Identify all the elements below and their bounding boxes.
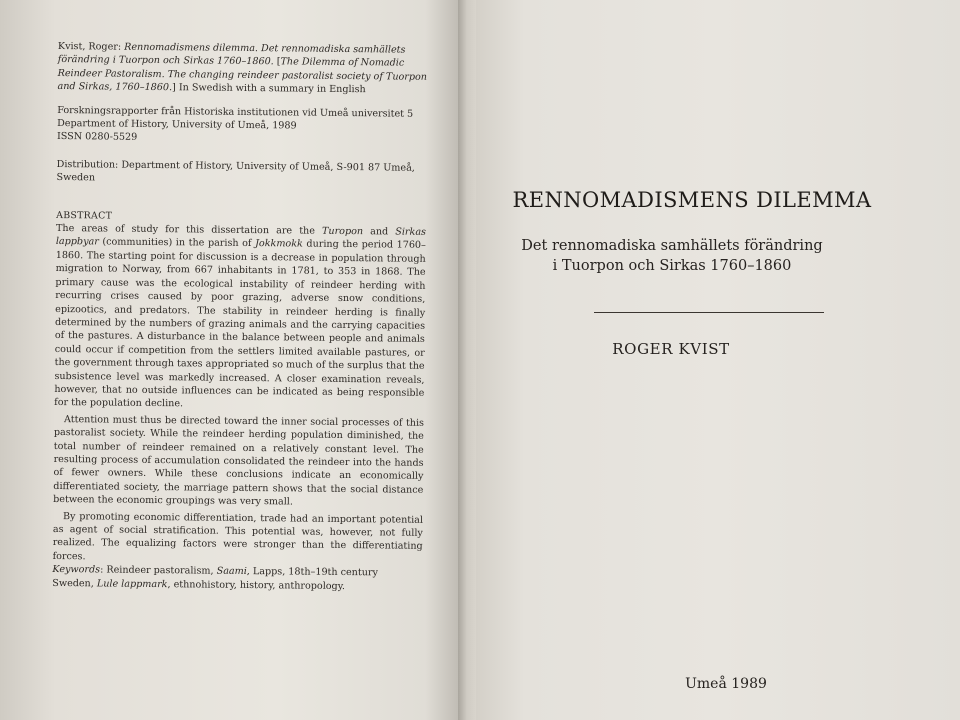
citation-bracket-open: [ — [273, 56, 281, 68]
abstract-text: and — [363, 226, 396, 238]
subtitle-line-1: Det rennomadiska samhällets förändring — [521, 238, 823, 254]
copyright-page-content — [52, 40, 428, 594]
citation-author: Kvist, Roger: — [57, 40, 125, 53]
book-title: RENNOMADISMENS DILEMMA — [512, 188, 872, 212]
abstract-paragraph-2: Attention must thus be directed toward the inner social processes of this pastoralist society. While the reindeer herding population diminished, the total number of reindeer remained on a relatively constant level. The resulting process of accumulation consolidated the reindeer into the hands of fewer owners. While these conclusions indicate an economically differentiated society, the marriage pattern shows that the social distance between the economic groupings was very small. — [53, 413, 425, 508]
bibliographic-citation — [57, 40, 428, 97]
issn-line: ISSN 0280-5529 — [56, 131, 138, 144]
abstract-text: during the period 1760–1860. The starting point for discussion is a decrease in population through migration to Norway, from 667 inhabitants in 1781, to 353 in 1868. The primary cause was the ecological instability of reindeer herding with recurring crises caused by poor grazing, adverse snow conditions, epizootics, and predators. The stability in reindeer herding is finally determined by the numbers of grazing animals and the carrying capacities of the pastures. A disturbance in the balance between people and animals could occur if competition from the settlers limited available pastures, or the government through taxes appropriated so much of the surplus that the subsistence level was markedly increased. A closer examination reveals, however, that no outside influences can be indicated as being responsible for the population decline. — [54, 239, 426, 410]
abstract-paragraph-3: By promoting economic differentiation, trade had an important potential as agent of social stratification. This potential was, however, not fully realized. The equalizing factors were stronger than the differentiating forces. — [52, 510, 424, 563]
distribution-line: Distribution: Department of History, University of Umeå, S-901 87 Umeå, Sweden — [56, 158, 415, 184]
abstract-text: The areas of study for this dissertation are the — [55, 223, 323, 237]
abstract-heading: ABSTRACT — [56, 209, 113, 222]
keywords-line — [52, 563, 422, 594]
abstract-italic-term: Sirkas lappbyar — [55, 226, 427, 248]
book-subtitle — [476, 236, 868, 276]
citation-swedish-title: Rennomadismens dilemma. Det rennomadiska samhällets förändring i Tuorpon och Sirkas 1760–1860. — [57, 41, 406, 68]
abstract-text: (communities) in the parish of — [98, 236, 256, 250]
abstract-italic-term: Jokkmokk — [255, 238, 303, 251]
book-author: ROGER KVIST — [612, 340, 730, 358]
keywords-italic-term: Saami — [216, 565, 247, 578]
publisher-line: Department of History, University of Umeå, 1989 — [57, 118, 297, 132]
book-imprint: Umeå 1989 — [685, 676, 767, 692]
title-divider — [594, 312, 824, 313]
keywords-text: , ethnohistory, history, anthropology. — [167, 578, 345, 592]
subtitle-line-2: i Tuorpon och Sirkas 1760–1860 — [552, 258, 792, 274]
keywords-text: , Lapps, 18th–19th century Sweden, — [52, 566, 378, 590]
left-page — [0, 0, 462, 720]
keywords-text: : Reindeer pastoralism, — [100, 564, 217, 577]
abstract-section — [53, 209, 427, 567]
citation-language-note: ] In Swedish with a summary in English — [172, 82, 366, 96]
title-page-content — [476, 0, 960, 720]
abstract-paragraph-1 — [54, 222, 426, 414]
citation-english-title: The Dilemma of Nomadic Reindeer Pastoralism. The changing reindeer pastoralist society of Tuorpon and Sirkas, 1760–1860. — [57, 56, 428, 94]
keywords-label: Keywords — [52, 564, 101, 576]
keywords-italic-term: Lule lappmark — [96, 578, 168, 590]
abstract-italic-term: Turopon — [321, 225, 364, 238]
right-page — [476, 0, 960, 720]
series-line: Forskningsrapporter från Historiska institutionen vid Umeå universitet 5 — [57, 104, 414, 120]
